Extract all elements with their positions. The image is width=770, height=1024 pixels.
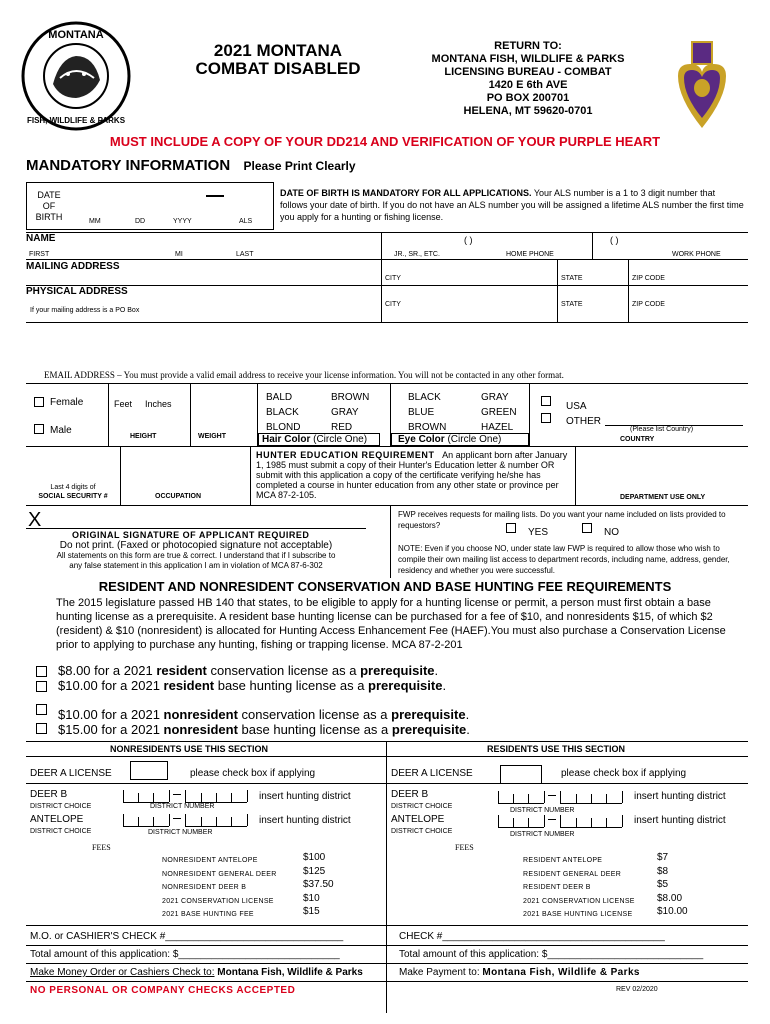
fee-requirements-heading: RESIDENT AND NONRESIDENT CONSERVATION AND BASE HUNTING FEE REQUIREMENTS [98,579,672,594]
nonres-fee-values: $100 $125 $37.50 $10 $15 [303,852,334,917]
work-area-code: ( ) [610,235,619,245]
weight-label: WEIGHT [198,433,226,440]
email-label: EMAIL ADDRESS – You must provide a valid email address to receive your license information. You will not be contacted in any other format. [44,370,564,380]
res-fee-items: RESIDENT ANTELOPE RESIDENT GENERAL DEER RESIDENT DEER B 2021 CONSERVATION LICENSE 2021 BASE HUNTING LICENSE [523,857,635,918]
mailing-list-question: FWP receives requests for mailing lists. Do you want your name included on lists provided to requestors? [398,510,726,530]
dob-label-birth: BIRTH [35,212,63,222]
nonresident-section-heading: NONRESIDENTS USE THIS SECTION [110,744,269,754]
dob-year-field[interactable]: YYYY [173,218,192,225]
mailing-state-label: STATE [561,275,583,282]
dob-note: DATE OF BIRTH IS MANDATORY FOR ALL APPLICATIONS. Your ALS number is a 1 to 3 digit number that follows your date of birth. If you do not have an ALS number you will be assigned a lifetime ALS number the first time you apply for a hunting or fishing license. [280,188,744,222]
hair-gray[interactable]: GRAY [331,407,359,418]
email-field[interactable] [26,340,748,382]
nonres-deer-b-label: DEER B [30,789,68,800]
home-phone-label: HOME PHONE [506,251,554,258]
nonres-antelope-district-choice: DISTRICT CHOICE [30,828,92,835]
res-check-if-applying: please check box if applying [561,768,687,779]
nonresident-base-hunting-checkbox[interactable] [36,723,47,734]
als-field[interactable]: ALS [239,218,253,225]
physical-zip-field[interactable] [629,286,748,322]
mailing-list-no-checkbox[interactable] [582,523,592,533]
return-org: MONTANA FISH, WILDLIFE & PARKS [431,53,625,65]
mailing-address-field[interactable] [26,260,381,286]
signature-x: X [28,509,42,531]
nonres-deer-b-district-choice: DISTRICT CHOICE [30,803,92,810]
mailing-list-yes-checkbox[interactable] [506,523,516,533]
res-check-number-field[interactable]: CHECK #________________________________________ [399,931,665,942]
usa-label: USA [566,401,587,412]
physical-state-label: STATE [561,301,583,308]
female-checkbox[interactable] [34,397,44,407]
hair-red[interactable]: RED [331,422,353,433]
svg-text:MONTANA: MONTANA [48,29,104,41]
return-address [412,40,644,118]
res-antelope-district-choice: DISTRICT CHOICE [391,828,453,835]
nonres-deer-a-checkbox[interactable] [130,761,168,780]
height-feet-label: Feet [114,399,133,409]
nonres-deer-b-insert: insert hunting district [259,791,351,802]
country-label: COUNTRY [620,436,655,443]
male-checkbox[interactable] [34,424,44,434]
fwp-logo [20,20,132,132]
no-label: NO [604,527,619,538]
mailing-city-field[interactable] [382,260,557,286]
resident-conservation-checkbox[interactable] [36,666,47,677]
nonres-check-if-applying: please check box if applying [190,768,316,779]
mailing-zip-field[interactable] [629,260,748,286]
eye-black[interactable]: BLACK [408,392,441,403]
suffix-label: JR., SR., ETC. [394,251,440,258]
mailing-city-label: CITY [385,275,401,282]
res-antelope-label: ANTELOPE [391,814,445,825]
other-country-label: OTHER [566,416,601,427]
return-city: HELENA, MT 59620-0701 [463,105,593,117]
res-deer-a-label: DEER A LICENSE [391,768,473,779]
mailing-zip-label: ZIP CODE [632,275,665,282]
mandatory-info-heading: MANDATORY INFORMATION Please Print Clearly [26,157,356,174]
res-fee-values: $7 $8 $5 $8.00 $10.00 [657,852,688,917]
nonres-antelope-district-number: DISTRICT NUMBER [148,829,213,836]
res-deer-b-district-number: DISTRICT NUMBER [510,807,575,814]
title-line-1: 2021 MONTANA [213,41,343,60]
res-antelope-insert: insert hunting district [634,815,726,826]
physical-zip-label: ZIP CODE [632,301,665,308]
physical-state-field[interactable] [558,286,628,322]
return-to-label: RETURN TO: [494,40,562,52]
work-phone-label: WORK PHONE [672,251,721,258]
dob-label-of: OF [42,201,56,211]
res-deer-b-district-field[interactable] [498,791,628,805]
height-inches-label: Inches [145,399,172,409]
dob-dash [206,195,224,197]
height-label: HEIGHT [130,433,157,440]
return-po-box: PO BOX 200701 [486,92,570,104]
hunter-ed-requirement: HUNTER EDUCATION REQUIREMENT An applicant born after January 1, 1985 must submit a copy of their Hunter's Education letter & number OR submit with this application a copy of the certificate verifying he/she has completed a course in hunter education from any other state or province per MCA 87-2-105. [256,450,568,500]
prereq-nonresident-base: $15.00 for a 2021 nonresident base hunting license as a prerequisite. [58,722,470,737]
dob-day-field[interactable]: DD [135,218,146,225]
eye-hazel[interactable]: HAZEL [481,422,514,433]
yes-label: YES [528,527,549,538]
eye-brown[interactable]: BROWN [408,422,447,433]
signature-notes: Do not print. (Faxed or photocopied signature not acceptable) All statements on this form are true & correct. I understand that if I subscribe to any false statement in this application I am in violation of MCA 87-6-302 [56,540,336,570]
res-antelope-district-number: DISTRICT NUMBER [510,831,575,838]
title-line-2: COMBAT DISABLED [195,59,361,78]
physical-city-label: CITY [385,301,401,308]
return-street: 1420 E 6th AVE [488,79,568,91]
physical-address-label: PHYSICAL ADDRESS [26,286,128,297]
hair-brown[interactable]: BROWN [331,392,370,403]
mailing-address-label: MAILING ADDRESS [26,261,120,272]
mi-label: MI [175,251,183,258]
nonres-deer-b-district-number: DISTRICT NUMBER [150,803,215,810]
dd214-notice: MUST INCLUDE A COPY OF YOUR DD214 AND VERIFICATION OF YOUR PURPLE HEART [109,134,661,149]
department-use-only: DEPARTMENT USE ONLY [620,494,706,501]
res-deer-a-checkbox[interactable] [500,765,542,784]
occupation-field[interactable] [121,447,250,505]
form-title [168,42,388,78]
resident-section-heading: RESIDENTS USE THIS SECTION [487,744,626,754]
res-fees-label: FEES [455,843,474,852]
usa-checkbox[interactable] [541,396,551,406]
first-name-label: FIRST [29,251,50,258]
eye-green[interactable]: GREEN [481,407,517,418]
eye-gray[interactable]: GRAY [481,392,509,403]
prereq-resident-conservation: $8.00 for a 2021 resident conservation license as a prerequisite. [58,663,439,678]
dob-label-date: DATE [37,190,61,200]
svg-text:FISH, WILDLIFE & PARKS: FISH, WILDLIFE & PARKS [26,116,126,125]
physical-city-field[interactable] [382,286,557,322]
resident-base-hunting-checkbox[interactable] [36,681,47,692]
nonres-antelope-label: ANTELOPE [30,814,84,825]
nonres-fees-label: FEES [92,843,111,852]
eye-blue[interactable]: BLUE [408,407,435,418]
mailing-state-field[interactable] [558,260,628,286]
nonres-deer-a-label: DEER A LICENSE [30,768,112,779]
purple-heart-medal-icon [670,40,734,136]
logo-emblem-icon [20,20,132,132]
work-phone-field[interactable] [593,233,748,259]
signature-label: ORIGINAL SIGNATURE OF APPLICANT REQUIRED [72,530,310,540]
hair-color-label: Hair Color (Circle One) [258,433,380,446]
female-label: Female [50,397,84,408]
other-country-checkbox[interactable] [541,413,551,423]
hair-blond[interactable]: BLOND [266,422,301,433]
nonres-payable-to: Make Money Order or Cashiers Check to: Montana Fish, Wildlife & Parks [30,967,363,978]
male-label: Male [50,425,72,436]
fee-requirements-paragraph: The 2015 legislature passed HB 140 that states, to be eligible to apply for a hunting license or permit, a person must first obtain a base hunting license as a prerequisite. A resident base hunting license can be purchased for a fee of $10, and nonresidents $15, of which $2 (resident) & $10 (nonresident) is allocated for Hunting Access Enhancement Fee (HAEF).You must also purchase a Conservation License prior to applying to purchase any hunting, fishing or trapping license. MCA 87-2-201 [56,597,726,651]
last-name-label: LAST [236,251,254,258]
ssn-label: Last 4 digits of SOCIAL SECURITY # [38,484,108,500]
nonres-antelope-district-field[interactable] [123,814,253,828]
dob-month-field[interactable]: MM [89,218,101,225]
revision-date: REV 02/2020 [616,986,658,993]
nonres-fee-items: NONRESIDENT ANTELOPE NONRESIDENT GENERAL DEER NONRESIDENT DEER B 2021 CONSERVATION LICENSE 2021 BASE HUNTING FEE [162,857,277,918]
mailing-list-note: NOTE: Even if you choose NO, under state law FWP is required to allow those who wish to compile their own mailing list access to department records, including name, address, gender, residency and whether you were successful. [398,544,730,575]
hair-black[interactable]: BLACK [266,407,299,418]
please-list-country: (Please list Country) [630,426,694,433]
nonres-total-field[interactable]: Total amount of this application: $_____________________________ [30,949,340,960]
res-payable-to: Make Payment to: Montana Fish, Wildlife & Parks [399,967,640,978]
occupation-label: OCCUPATION [155,493,202,500]
res-total-field[interactable]: Total amount of this application: $____________________________ [399,949,704,960]
prereq-resident-base: $10.00 for a 2021 resident base hunting license as a prerequisite. [58,678,447,693]
return-bureau: LICENSING BUREAU - COMBAT [444,66,612,78]
nonres-antelope-insert: insert hunting district [259,815,351,826]
res-deer-b-district-choice: DISTRICT CHOICE [391,803,453,810]
prereq-nonresident-conservation: $10.00 for a 2021 nonresident conservation license as a prerequisite. [58,707,470,722]
name-label: NAME [26,233,56,244]
res-antelope-district-field[interactable] [498,815,628,829]
nonres-money-order-field[interactable]: M.O. or CASHIER'S CHECK #________________________________ [30,931,344,942]
hair-bald[interactable]: BALD [266,392,293,403]
po-box-note: If your mailing address is a PO Box [30,307,140,314]
no-personal-checks-notice: NO PERSONAL OR COMPANY CHECKS ACCEPTED [30,985,296,996]
name-field[interactable] [26,233,381,259]
physical-address-field[interactable] [26,286,381,322]
eye-color-label: Eye Color (Circle One) [391,433,529,446]
dob-box [26,182,274,230]
hair-color-options[interactable] [266,390,300,435]
res-deer-b-insert: insert hunting district [634,791,726,802]
ssn-field[interactable] [26,447,120,505]
home-area-code: ( ) [464,235,473,245]
signature-field[interactable] [44,508,366,528]
res-deer-b-label: DEER B [391,789,429,800]
nonres-deer-b-district-field[interactable] [123,790,253,804]
nonresident-conservation-checkbox[interactable] [36,704,47,715]
